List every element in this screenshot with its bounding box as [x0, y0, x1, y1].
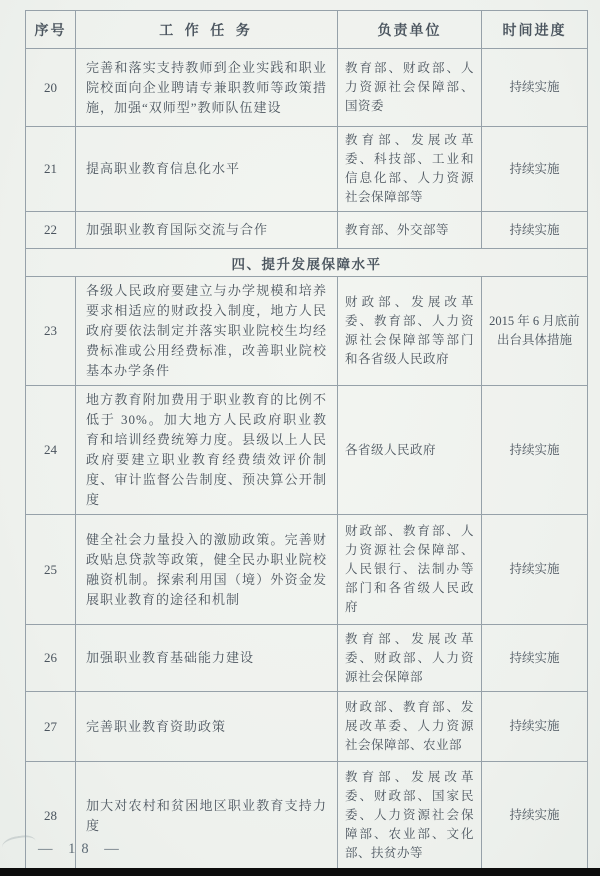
cell-serial-number: 27 — [26, 692, 76, 762]
cell-responsible-unit: 教育部、财政部、人力资源社会保障部、国资委 — [338, 49, 482, 127]
cell-serial-number: 26 — [26, 625, 76, 692]
cell-time-schedule: 持续实施 — [482, 386, 588, 515]
scan-edge-artifact — [0, 868, 600, 876]
page-number: — 18 — — [38, 841, 125, 857]
cell-serial-number: 24 — [26, 386, 76, 515]
cell-work-task: 地方教育附加费用于职业教育的比例不低于 30%。加大地方人民政府职业教育和培训经费统筹力度。县级以上人民政府要建立职业教育经费绩效评价制度、审计监督公告制度、预决算公开制度 — [76, 386, 338, 515]
table-row — [26, 212, 588, 249]
table-row — [26, 127, 588, 212]
cell-responsible-unit: 教育部、发展改革委、科技部、工业和信息化部、人力资源社会保障部等 — [338, 127, 482, 212]
table-row — [26, 277, 588, 386]
table-row — [26, 515, 588, 625]
cell-work-task: 健全社会力量投入的激励政策。完善财政贴息贷款等政策，健全民办职业院校融资机制。探索利用国（境）外资金发展职业教育的途径和机制 — [76, 515, 338, 625]
header-responsible-unit: 负责单位 — [338, 11, 482, 49]
cell-work-task: 加强职业教育基础能力建设 — [76, 625, 338, 692]
table-header — [26, 11, 588, 49]
cell-work-task: 完善职业教育资助政策 — [76, 692, 338, 762]
cell-responsible-unit: 财政部、教育部、人力资源社会保障部、人民银行、法制办等部门和各省级人民政府 — [338, 515, 482, 625]
cell-work-task: 提高职业教育信息化水平 — [76, 127, 338, 212]
cell-serial-number: 28 — [26, 762, 76, 870]
header-serial-number: 序号 — [26, 11, 76, 49]
cell-responsible-unit: 财政部、教育部、发展改革委、人力资源社会保障部、农业部 — [338, 692, 482, 762]
cell-serial-number: 23 — [26, 277, 76, 386]
cell-time-schedule: 持续实施 — [482, 692, 588, 762]
cell-serial-number: 21 — [26, 127, 76, 212]
cell-work-task: 完善和落实支持教师到企业实践和职业院校面向企业聘请专兼职教师等政策措施，加强“双师型”教师队伍建设 — [76, 49, 338, 127]
cell-time-schedule: 持续实施 — [482, 212, 588, 249]
cell-work-task: 加强职业教育国际交流与合作 — [76, 212, 338, 249]
cell-time-schedule: 持续实施 — [482, 762, 588, 870]
cell-responsible-unit: 教育部、发展改革委、财政部、人力资源社会保障部 — [338, 625, 482, 692]
header-work-task: 工 作 任 务 — [76, 11, 338, 49]
cell-responsible-unit: 财政部、发展改革委、教育部、人力资源社会保障部等部门和各省级人民政府 — [338, 277, 482, 386]
cell-time-schedule: 持续实施 — [482, 127, 588, 212]
table-body — [26, 49, 588, 870]
cell-serial-number: 20 — [26, 49, 76, 127]
cell-time-schedule: 持续实施 — [482, 49, 588, 127]
section-header: 四、提升发展保障水平 — [26, 249, 588, 277]
cell-time-schedule: 持续实施 — [482, 515, 588, 625]
cell-serial-number: 22 — [26, 212, 76, 249]
work-tasks-table — [25, 10, 588, 870]
cell-time-schedule: 持续实施 — [482, 625, 588, 692]
cell-responsible-unit: 教育部、外交部等 — [338, 212, 482, 249]
table-row — [26, 49, 588, 127]
cell-work-task: 各级人民政府要建立与办学规模和培养要求相适应的财政投入制度，地方人民政府要依法制定并落实职业院校生均经费标准或公用经费标准，改善职业院校基本办学条件 — [76, 277, 338, 386]
cell-serial-number: 25 — [26, 515, 76, 625]
table-row — [26, 625, 588, 692]
header-row — [26, 11, 588, 49]
table-row — [26, 386, 588, 515]
table-row — [26, 692, 588, 762]
section-row — [26, 249, 588, 277]
cell-time-schedule: 2015 年 6 月底前出台具体措施 — [482, 277, 588, 386]
cell-work-task: 加大对农村和贫困地区职业教育支持力度 — [76, 762, 338, 870]
header-time-schedule: 时间进度 — [482, 11, 588, 49]
cell-responsible-unit: 各省级人民政府 — [338, 386, 482, 515]
cell-responsible-unit: 教育部、发展改革委、财政部、国家民委、人力资源社会保障部、农业部、文化部、扶贫办等 — [338, 762, 482, 870]
